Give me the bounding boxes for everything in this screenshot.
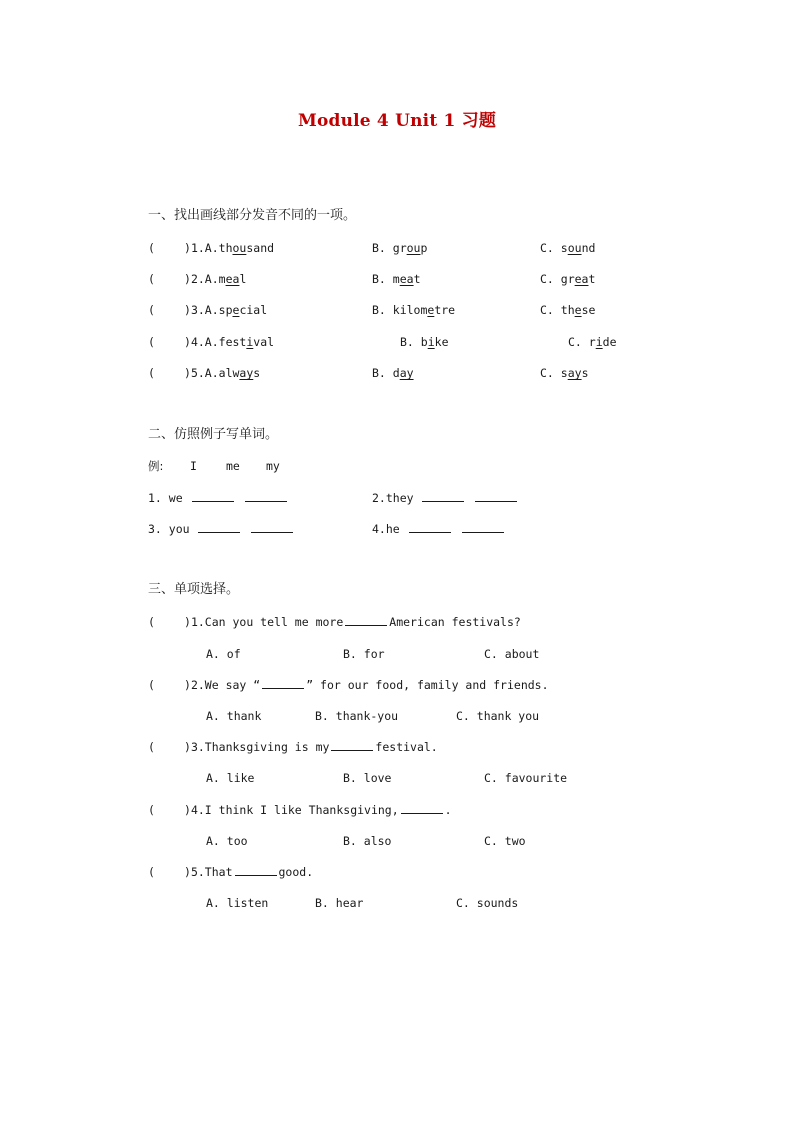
answer-blank[interactable]	[331, 740, 373, 751]
question-text: American festivals?	[389, 615, 521, 629]
example-word: my	[266, 459, 280, 473]
answer-paren[interactable]: (	[148, 272, 155, 286]
page-title	[0, 106, 794, 131]
write-item-label: 1. we	[148, 491, 183, 505]
answer-paren[interactable]: (	[148, 366, 155, 380]
question-text: Thanksgiving is my	[204, 740, 330, 754]
question-text: good.	[278, 865, 314, 879]
question-row	[148, 240, 596, 256]
option-text: cial	[239, 303, 268, 317]
answer-paren-close: )	[184, 272, 191, 286]
option-text: p	[420, 241, 428, 255]
option-text: t	[588, 272, 596, 286]
option-text: A.th	[204, 241, 233, 255]
option-text: B. b	[400, 335, 428, 349]
answer-blank[interactable]	[262, 678, 304, 689]
option-c	[540, 271, 595, 287]
example-word: I	[190, 459, 197, 473]
question-row	[148, 334, 617, 350]
question-row	[148, 739, 438, 755]
question-text: Can you tell me more	[204, 615, 344, 629]
question-number: 2.	[190, 678, 205, 692]
underlined-letters: ay	[239, 366, 254, 380]
option-a[interactable]: A. too	[206, 834, 248, 848]
option-c	[568, 334, 617, 350]
answer-paren[interactable]: (	[148, 740, 155, 754]
answer-paren[interactable]: (	[148, 865, 155, 879]
answer-blank[interactable]	[251, 522, 293, 533]
question-number: 3.	[190, 303, 205, 317]
option-text: A.sp	[204, 303, 233, 317]
question-number: 4.	[190, 803, 205, 817]
write-item-label: 3. you	[148, 522, 190, 536]
option-text: nd	[581, 241, 596, 255]
question-text: That	[204, 865, 233, 879]
option-text: se	[581, 303, 596, 317]
underlined-letters: i	[427, 335, 435, 349]
question-text: festival.	[375, 740, 438, 754]
underlined-letters: e	[427, 303, 435, 317]
title-en: Module 4 Unit 1	[297, 111, 456, 131]
option-text: sand	[246, 241, 275, 255]
option-text: s	[253, 366, 261, 380]
section1-heading: 一、找出画线部分发音不同的一项。	[148, 208, 357, 223]
answer-blank[interactable]	[409, 522, 451, 533]
title-zh: 习题	[461, 111, 497, 131]
underlined-letters: ou	[232, 241, 247, 255]
write-item	[372, 490, 519, 506]
option-text: C. th	[540, 303, 575, 317]
option-text: ke	[434, 335, 449, 349]
answer-paren-close: )	[184, 678, 191, 692]
underlined-letters: ea	[399, 272, 414, 286]
option-text: s	[581, 366, 589, 380]
option-text: tre	[434, 303, 456, 317]
underlined-letters: ea	[225, 272, 240, 286]
question-text: ” for our food, family and friends.	[306, 678, 549, 692]
write-item-label: 4.he	[372, 522, 400, 536]
answer-paren-close: )	[184, 740, 191, 754]
option-b	[400, 334, 449, 350]
option-a	[205, 303, 267, 317]
answer-paren[interactable]: (	[148, 803, 155, 817]
answer-paren[interactable]: (	[148, 335, 155, 349]
write-item	[148, 490, 289, 506]
option-text: t	[413, 272, 421, 286]
question-number: 4.	[190, 335, 205, 349]
option-a	[205, 241, 274, 255]
option-c	[540, 365, 589, 381]
option-text: de	[602, 335, 617, 349]
answer-paren[interactable]: (	[148, 241, 155, 255]
option-b	[372, 271, 421, 287]
answer-blank[interactable]	[192, 491, 234, 502]
question-text: We say “	[204, 678, 261, 692]
option-a	[205, 366, 260, 380]
answer-blank[interactable]	[198, 522, 240, 533]
option-b	[372, 365, 414, 381]
option-a[interactable]: A. of	[206, 647, 241, 661]
option-c	[540, 240, 595, 256]
question-row	[148, 614, 521, 630]
question-row	[148, 365, 589, 381]
answer-paren[interactable]: (	[148, 303, 155, 317]
option-a	[205, 272, 247, 286]
option-text: B. gr	[372, 241, 407, 255]
option-a[interactable]: A. like	[206, 771, 255, 785]
answer-blank[interactable]	[345, 615, 387, 626]
answer-paren-close: )	[184, 803, 191, 817]
question-row	[148, 271, 596, 287]
option-text: C. r	[568, 335, 596, 349]
question-row	[148, 302, 596, 318]
underlined-letters: e	[574, 303, 582, 317]
underlined-letters: ou	[567, 241, 582, 255]
option-c[interactable]: C. thank you	[456, 709, 540, 723]
option-text: A.fest	[204, 335, 247, 349]
underlined-letters: i	[246, 335, 254, 349]
option-text: val	[253, 335, 275, 349]
write-item	[372, 521, 506, 537]
option-c[interactable]: C. favourite	[484, 771, 568, 785]
question-number: 5.	[190, 366, 205, 380]
option-text: A.alw	[204, 366, 240, 380]
option-c	[540, 302, 595, 318]
option-c[interactable]: C. two	[484, 834, 526, 848]
question-row	[148, 864, 313, 880]
option-c[interactable]: C. about	[484, 647, 540, 661]
option-text: B. d	[372, 366, 400, 380]
write-item-label: 2.they	[372, 491, 414, 505]
question-number: 3.	[190, 740, 205, 754]
option-b	[372, 302, 455, 318]
answer-blank[interactable]	[462, 522, 504, 533]
option-b[interactable]: B. hear	[315, 896, 364, 910]
option-a	[205, 335, 274, 349]
question-text: .	[444, 803, 452, 817]
option-text: C. gr	[540, 272, 575, 286]
answer-paren-close: )	[184, 615, 191, 629]
answer-paren-close: )	[184, 335, 191, 349]
answer-blank[interactable]	[235, 865, 277, 876]
answer-blank[interactable]	[245, 491, 287, 502]
option-b[interactable]: B. also	[343, 834, 392, 848]
answer-blank[interactable]	[401, 803, 443, 814]
option-b[interactable]: B. love	[343, 771, 392, 785]
answer-paren[interactable]: (	[148, 615, 155, 629]
option-text: C. s	[540, 241, 568, 255]
option-b	[372, 240, 427, 256]
answer-paren-close: )	[184, 241, 191, 255]
question-text: I think I like Thanksgiving,	[204, 803, 399, 817]
question-number: 5.	[190, 865, 205, 879]
question-row	[148, 802, 452, 818]
question-number: 2.	[190, 272, 205, 286]
question-number: 1.	[190, 615, 205, 629]
answer-paren-close: )	[184, 303, 191, 317]
answer-blank[interactable]	[475, 491, 517, 502]
option-b[interactable]: B. thank-you	[315, 709, 399, 723]
underlined-letters: ay	[567, 366, 582, 380]
option-text: C. s	[540, 366, 568, 380]
option-text: B. m	[372, 272, 400, 286]
option-b[interactable]: B. for	[343, 647, 385, 661]
example-label: 例:	[148, 459, 164, 473]
answer-paren[interactable]: (	[148, 678, 155, 692]
option-a[interactable]: A. listen	[206, 896, 269, 910]
answer-paren-close: )	[184, 366, 191, 380]
underlined-letters: ay	[399, 366, 414, 380]
example-word: me	[226, 459, 240, 473]
write-item	[148, 521, 295, 537]
option-c[interactable]: C. sounds	[456, 896, 519, 910]
option-a[interactable]: A. thank	[206, 709, 262, 723]
underlined-letters: ea	[574, 272, 589, 286]
section2-heading: 二、仿照例子写单词。	[148, 427, 279, 442]
option-text: l	[239, 272, 247, 286]
question-number: 1.	[190, 241, 205, 255]
section3-heading: 三、单项选择。	[148, 582, 240, 597]
underlined-letters: e	[232, 303, 240, 317]
example-row	[148, 458, 280, 474]
answer-paren-close: )	[184, 865, 191, 879]
underlined-letters: ou	[406, 241, 421, 255]
answer-blank[interactable]	[422, 491, 464, 502]
question-row	[148, 677, 549, 693]
option-text: B. kilom	[372, 303, 428, 317]
underlined-letters: i	[595, 335, 603, 349]
option-text: A.m	[204, 272, 226, 286]
